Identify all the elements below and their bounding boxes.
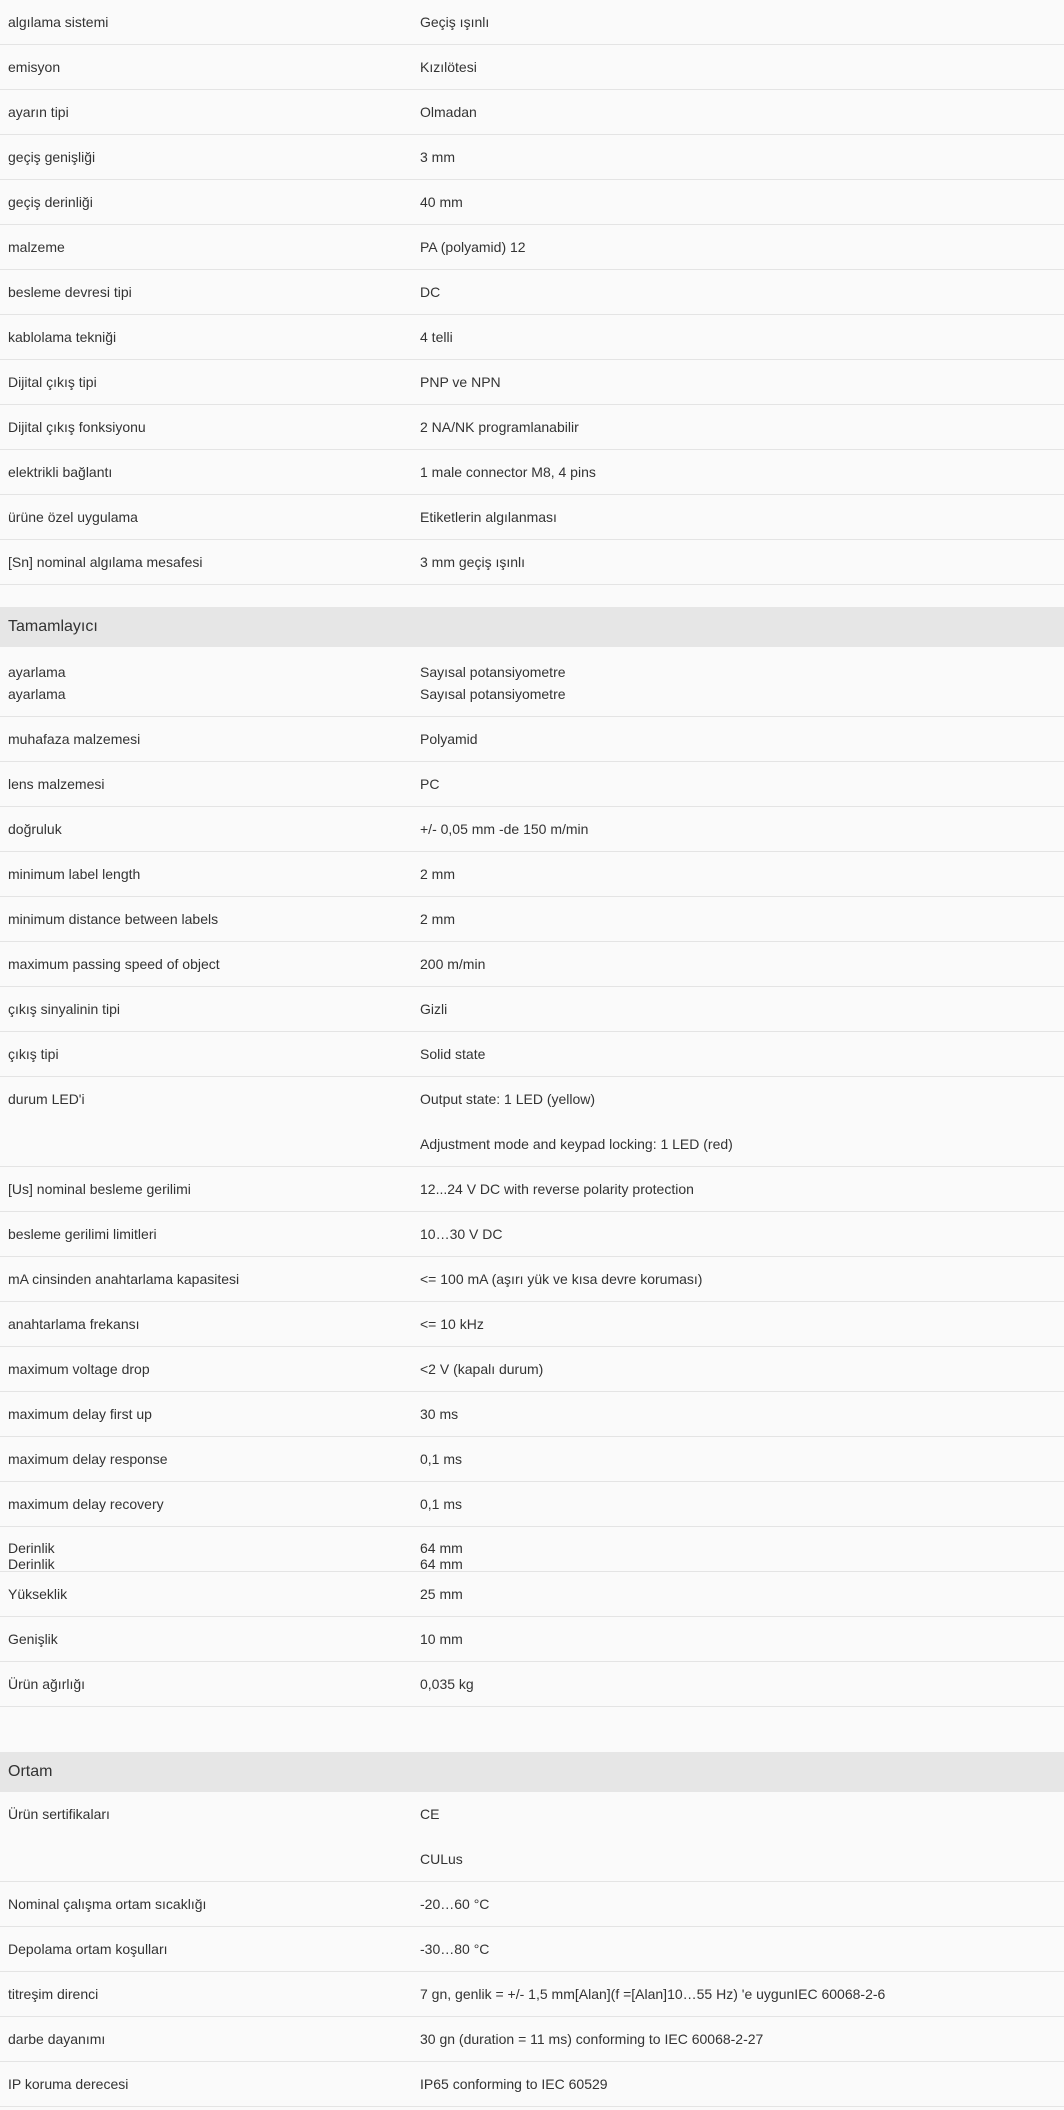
spec-label: algılama sistemi [8, 14, 109, 30]
spec-value: 30 ms [420, 1406, 459, 1422]
spec-row [0, 2062, 1064, 2107]
spec-row [0, 1972, 1064, 2017]
spec-label: doğruluk [8, 821, 62, 837]
spec-value: 2 mm [420, 911, 455, 927]
spec-label: Derinlik [8, 1540, 55, 1556]
spec-row [0, 1882, 1064, 1927]
spec-label: lens malzemesi [8, 776, 105, 792]
spec-value: PA (polyamid) 12 [420, 239, 526, 255]
spec-row [0, 315, 1064, 360]
spec-row [0, 717, 1064, 762]
spec-label: muhafaza malzemesi [8, 731, 141, 747]
spec-label: maximum delay recovery [8, 1496, 164, 1512]
spec-row [0, 1927, 1064, 1972]
spec-label: Genişlik [8, 1631, 58, 1647]
spec-label: Depolama ortam koşulları [8, 1941, 168, 1957]
spec-value: PC [420, 776, 440, 792]
spec-label: elektrikli bağlantı [8, 464, 113, 480]
spec-value: Etiketlerin algılanması [420, 509, 557, 525]
spec-value: 3 mm [420, 149, 455, 165]
spec-label: kablolama tekniği [8, 329, 117, 345]
spec-row [0, 0, 1064, 45]
spec-value: IP65 conforming to IEC 60529 [420, 2076, 608, 2092]
spec-value: 0,1 ms [420, 1496, 463, 1512]
spec-row [0, 1437, 1064, 1482]
spec-value: -30…80 °C [420, 1941, 490, 1957]
spec-label: besleme devresi tipi [8, 284, 132, 300]
spec-row [0, 1302, 1064, 1347]
spec-value: 4 telli [420, 329, 453, 345]
spec-row [0, 1347, 1064, 1392]
spec-row [0, 1392, 1064, 1437]
spec-row [0, 852, 1064, 897]
spec-value: +/- 0,05 mm -de 150 m/min [420, 821, 589, 837]
spec-value: 64 mm [420, 1556, 463, 1572]
spec-label: darbe dayanımı [8, 2031, 106, 2047]
spec-label: Nominal çalışma ortam sıcaklığı [8, 1896, 207, 1912]
spec-row [0, 762, 1064, 807]
spec-row [0, 225, 1064, 270]
spec-value: Output state: 1 LED (yellow) [420, 1091, 596, 1107]
spec-row [0, 495, 1064, 540]
clipped-row [0, 662, 1064, 680]
spec-value: 7 gn, genlik = +/- 1,5 mm[Alan](f =[Alan]10…55 Hz) 'e uygunIEC 60068-2-6 [420, 1986, 886, 2002]
spec-value: 200 m/min [420, 956, 486, 972]
spec-value: 30 gn (duration = 11 ms) conforming to IEC 60068-2-27 [420, 2031, 764, 2047]
spec-label: ayarın tipi [8, 104, 69, 120]
spec-value: 64 mm [420, 1540, 463, 1556]
spec-value: Olmadan [420, 104, 477, 120]
spec-row [0, 180, 1064, 225]
spec-row [0, 1482, 1064, 1527]
spec-value: PNP ve NPN [420, 374, 501, 390]
spec-label: Dijital çıkış fonksiyonu [8, 419, 146, 435]
spec-row [0, 1077, 1064, 1167]
spec-value: Adjustment mode and keypad locking: 1 LED (red) [420, 1136, 733, 1152]
spec-value: CE [420, 1806, 440, 1822]
spec-value: 3 mm geçiş ışınlı [420, 554, 526, 570]
spec-value: Polyamid [420, 731, 478, 747]
spec-label: Ürün ağırlığı [8, 1676, 86, 1692]
spec-row [0, 45, 1064, 90]
spec-row [0, 672, 1064, 717]
spec-label: durum LED'i [8, 1091, 85, 1107]
spec-row [0, 360, 1064, 405]
spec-value: <2 V (kapalı durum) [420, 1361, 544, 1377]
spec-label: ayarlama [8, 686, 66, 702]
spec-value: <= 10 kHz [420, 1316, 484, 1332]
spec-value: Geçiş ışınlı [420, 14, 490, 30]
spec-value: 2 NA/NK programlanabilir [420, 419, 579, 435]
spec-row [0, 807, 1064, 852]
spec-value: Solid state [420, 1046, 486, 1062]
spec-row [0, 1257, 1064, 1302]
spec-row [0, 1212, 1064, 1257]
spec-label: Derinlik [8, 1556, 55, 1572]
spec-row [0, 450, 1064, 495]
spec-row [0, 90, 1064, 135]
spec-label: çıkış sinyalinin tipi [8, 1001, 121, 1017]
spec-label: besleme gerilimi limitleri [8, 1226, 157, 1242]
spec-value: Sayısal potansiyometre [420, 686, 566, 702]
spec-value: Sayısal potansiyometre [420, 664, 566, 680]
spec-label: Ürün sertifikaları [8, 1806, 110, 1822]
spec-row [0, 1792, 1064, 1882]
spec-label: minimum label length [8, 866, 141, 882]
spec-value: -20…60 °C [420, 1896, 490, 1912]
spec-row [0, 987, 1064, 1032]
spec-label: mA cinsinden anahtarlama kapasitesi [8, 1271, 240, 1287]
spec-value: DC [420, 284, 441, 300]
section-header-ortam [0, 1752, 1064, 1792]
spec-value: 12...24 V DC with reverse polarity protection [420, 1181, 694, 1197]
section-header-tamamlayici [0, 607, 1064, 647]
spec-value: 2 mm [420, 866, 455, 882]
spec-row [0, 1572, 1064, 1617]
spec-row [0, 897, 1064, 942]
spec-row [0, 1167, 1064, 1212]
spec-row [0, 1617, 1064, 1662]
spec-row [0, 1527, 1064, 1572]
spec-value: 25 mm [420, 1586, 463, 1602]
spec-row [0, 135, 1064, 180]
spec-value: 0,1 ms [420, 1451, 463, 1467]
spec-label: ayarlama [8, 664, 66, 680]
spec-label: [Sn] nominal algılama mesafesi [8, 554, 203, 570]
spec-row [0, 1032, 1064, 1077]
spec-label: ürüne özel uygulama [8, 509, 138, 525]
spec-row [0, 540, 1064, 585]
section-title: Ortam [8, 1763, 53, 1780]
spec-label: IP koruma derecesi [8, 2076, 129, 2092]
spec-value: 10 mm [420, 1631, 463, 1647]
spec-row [0, 2017, 1064, 2062]
spec-row [0, 270, 1064, 315]
spec-label: [Us] nominal besleme gerilimi [8, 1181, 191, 1197]
spec-label: maximum passing speed of object [8, 956, 220, 972]
spec-label: emisyon [8, 59, 61, 75]
spec-value: 10…30 V DC [420, 1226, 503, 1242]
spec-label: çıkış tipi [8, 1046, 59, 1062]
spec-value: 40 mm [420, 194, 463, 210]
spec-label: geçiş genişliği [8, 149, 96, 165]
section-title: Tamamlayıcı [8, 618, 98, 635]
spec-label: Yükseklik [8, 1586, 68, 1602]
spec-label: maximum delay first up [8, 1406, 152, 1422]
spec-row [0, 942, 1064, 987]
spec-label: Dijital çıkış tipi [8, 374, 97, 390]
spec-label: malzeme [8, 239, 65, 255]
spec-label: minimum distance between labels [8, 911, 219, 927]
spec-value: Gizli [420, 1001, 448, 1017]
spec-label: maximum voltage drop [8, 1361, 150, 1377]
spec-value: 0,035 kg [420, 1676, 474, 1692]
spec-row [0, 1662, 1064, 1707]
spec-label: geçiş derinliği [8, 194, 93, 210]
spec-label: anahtarlama frekansı [8, 1316, 140, 1332]
spec-label: maximum delay response [8, 1451, 168, 1467]
spec-value: Kızılötesi [420, 59, 477, 75]
spec-row [0, 405, 1064, 450]
spec-value: <= 100 mA (aşırı yük ve kısa devre koruması) [420, 1271, 703, 1287]
spec-value: 1 male connector M8, 4 pins [420, 464, 596, 480]
spec-label: titreşim direnci [8, 1986, 99, 2002]
spec-value: CULus [420, 1851, 463, 1867]
